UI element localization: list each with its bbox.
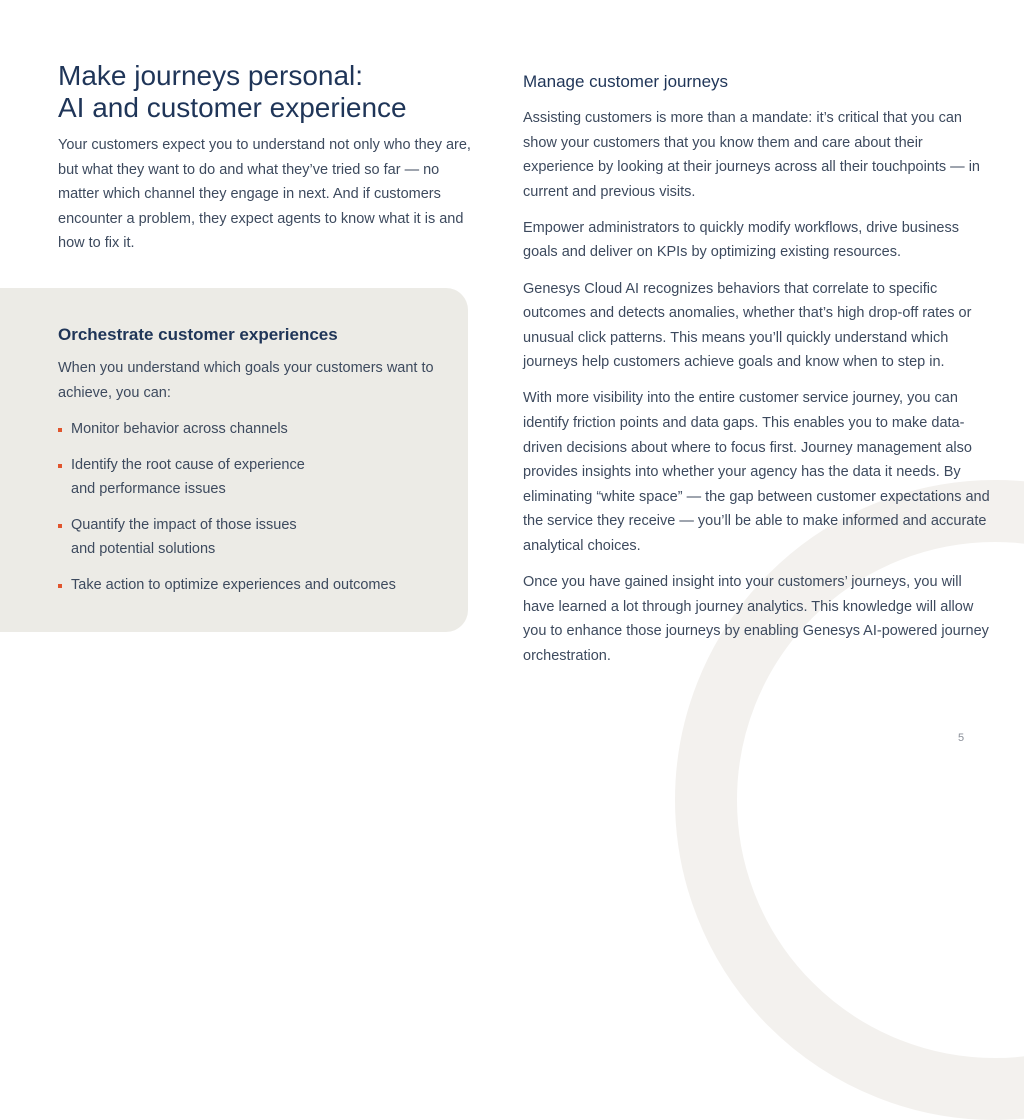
body-paragraph: Genesys Cloud AI recognizes behaviors that correlate to specific outcomes and detects anomalies, whether that’s high drop-off rates or unusual click patterns. This means you’ll quickly understand which journeys help customers achieve goals and know when to step in. <box>523 280 972 371</box>
page-title-line-2: AI and customer experience <box>58 92 407 123</box>
section-heading: Manage customer journeys <box>523 72 729 91</box>
bullet-text: Take action to optimize experiences and outcomes <box>71 576 396 593</box>
page-number: 5 <box>958 732 965 744</box>
panel-bullet-list <box>58 417 458 609</box>
page-title-line-1: Make journeys personal: <box>58 60 364 91</box>
list-item <box>58 417 458 442</box>
intro-paragraph: Your customers expect you to understand not only who they are, but what they want to do and what they’ve tried so far — no matter which channel they engage in next. And if customers encounter a problem, they expect agents to know what it is and how to fix it. <box>58 137 471 252</box>
bullet-marker-icon <box>58 524 62 528</box>
panel-lead: When you understand which goals your customers want to achieve, you can: <box>58 360 434 401</box>
bullet-marker-icon <box>58 464 62 468</box>
body-paragraph: With more visibility into the entire customer service journey, you can identify friction points and data gaps. This enables you to make data-driven decisions about where to focus first. Journey management also provides insights into whether your agency has the data it needs. By eliminating “white space” — the gap between customer expectations and the service they receive — you’ll be able to make informed and accurate analytical choices. <box>523 390 990 554</box>
bullet-text: Monitor behavior across channels <box>71 421 288 437</box>
panel-heading: Orchestrate customer experiences <box>58 325 338 344</box>
page-title <box>58 60 407 124</box>
bullet-marker-icon <box>58 584 62 588</box>
list-item <box>58 513 458 562</box>
right-column <box>523 70 993 680</box>
bullet-text: Quantify the impact of those issues and potential solutions <box>71 516 297 558</box>
list-item <box>58 573 458 598</box>
body-paragraph: Assisting customers is more than a mandate: it’s critical that you can show your customers that you know them and care about their experience by looking at their journeys across all their touchpoints — in current and previous visits. <box>523 110 980 200</box>
bullet-text: Identify the root cause of experience and performance issues <box>71 456 305 498</box>
body-paragraph: Once you have gained insight into your customers’ journeys, you will have learned a lot through journey analytics. This knowledge will allow you to enhance those journeys by enabling Genesys AI-powered journey orchestration. <box>523 574 989 664</box>
bullet-marker-icon <box>58 428 62 432</box>
body-paragraph: Empower administrators to quickly modify workflows, drive business goals and deliver on KPIs by optimizing existing resources. <box>523 219 959 261</box>
orchestrate-panel <box>0 288 468 632</box>
list-item <box>58 453 458 502</box>
